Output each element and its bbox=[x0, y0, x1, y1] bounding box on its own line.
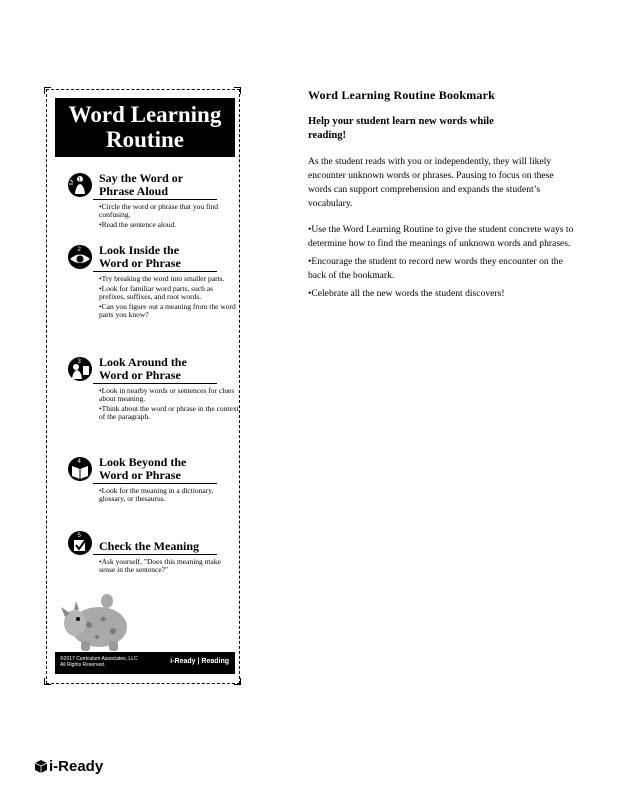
step-5-bullets bbox=[99, 558, 239, 576]
step-4-title-line1: Look Beyond the bbox=[99, 455, 187, 469]
list-item: •Celebrate all the new words the student discovers! bbox=[308, 288, 505, 299]
checkbox-icon bbox=[67, 530, 93, 556]
list-item: •Read the sentence aloud. bbox=[99, 220, 177, 230]
book-icon bbox=[67, 456, 93, 482]
step-3-title-line1: Look Around the bbox=[99, 355, 187, 369]
step-2-rule bbox=[93, 271, 217, 272]
step-5-rule bbox=[93, 554, 217, 555]
info-panel bbox=[308, 88, 578, 305]
eye-icon bbox=[67, 244, 93, 270]
speaking-person-icon bbox=[67, 172, 93, 198]
step-1-number: 1 bbox=[78, 177, 82, 184]
cube-logo-icon bbox=[35, 760, 47, 773]
list-item: •Look for the meaning in a dictionary, glossary, or thesaurus. bbox=[99, 486, 214, 504]
bookmark-footer bbox=[55, 652, 235, 674]
bookmark-brand: i-Ready | Reading bbox=[170, 658, 229, 665]
help-heading-line1: Help your student learn new words while bbox=[308, 116, 494, 127]
bookmark bbox=[46, 89, 240, 684]
copyright-line1: ©2017 Curriculum Associates, LLC bbox=[60, 656, 138, 662]
copyright-line2: All Rights Reserved. bbox=[60, 662, 106, 668]
step-3-number: 3 bbox=[77, 359, 81, 365]
step-3-title-line2: Word or Phrase bbox=[99, 368, 181, 382]
step-5-title-line1: Check the Meaning bbox=[99, 539, 199, 553]
help-heading bbox=[308, 115, 578, 143]
step-4-title-line2: Word or Phrase bbox=[99, 468, 181, 482]
step-1-title-line1: Say the Word or bbox=[99, 171, 184, 185]
step-3-bullets bbox=[99, 387, 239, 423]
list-item: •Can you figure out a meaning from the word parts you know? bbox=[99, 301, 236, 320]
step-2-title-line2: Word or Phrase bbox=[99, 256, 181, 270]
list-item: •Think about the word or phrase in the context of the paragraph. bbox=[99, 404, 239, 422]
help-heading-line2: reading! bbox=[308, 130, 347, 141]
step-5-number: 5 bbox=[77, 533, 81, 539]
step-1-title-line2: Phrase Aloud bbox=[99, 184, 169, 198]
step-2-title bbox=[99, 244, 241, 270]
step-2-number: 2 bbox=[77, 247, 81, 253]
step-4-rule bbox=[93, 483, 217, 484]
bookmark-title bbox=[55, 98, 235, 157]
intro-paragraph: As the student reads with you or independently, they will likely encounter unknown words or phrases. Pausing to focus on these words can support comprehension and expands the student’s vocabulary. bbox=[308, 156, 554, 209]
list-item: •Use the Word Learning Routine to give the student concrete ways to determine how to find the meanings of unknown words and phrases. bbox=[308, 224, 574, 249]
step-4-bullets bbox=[99, 487, 239, 505]
list-item: •Look in nearby words or sentences for clues about meaning. bbox=[99, 386, 235, 404]
tips-list bbox=[308, 223, 578, 301]
step-2-title-line1: Look Inside the bbox=[99, 243, 180, 257]
step-1-rule bbox=[93, 199, 217, 200]
step-1-title bbox=[99, 172, 241, 198]
bookmark-title-line2: Routine bbox=[106, 127, 184, 152]
step-5-title bbox=[99, 540, 241, 553]
bookmark-title-line1: Word Learning bbox=[68, 102, 222, 127]
step-3-title bbox=[99, 356, 241, 382]
page-title: Word Learning Routine Bookmark bbox=[308, 88, 496, 102]
step-2-bullets bbox=[99, 275, 239, 321]
step-4-title bbox=[99, 456, 241, 482]
person-looking-icon bbox=[67, 356, 93, 382]
list-item: •Encourage the student to record new words they encounter on the back of the bookmark. bbox=[308, 256, 563, 281]
list-item: •Try breaking the word into smaller parts. bbox=[99, 274, 225, 283]
logo-text: i-Ready bbox=[49, 758, 104, 775]
step-3-rule bbox=[93, 383, 217, 384]
copyright bbox=[60, 656, 138, 668]
list-item: •Look for familiar word parts, such as prefixes, suffixes, and root words. bbox=[99, 283, 214, 302]
step-4-number: 4 bbox=[77, 459, 81, 465]
list-item: •Ask yourself, "Does this meaning make sense in the sentence?" bbox=[99, 557, 221, 575]
list-item: •Circle the word or phrase that you find confusing. bbox=[99, 202, 219, 220]
step-1-bullets bbox=[99, 203, 239, 231]
rhino-mascot-icon bbox=[61, 593, 131, 653]
